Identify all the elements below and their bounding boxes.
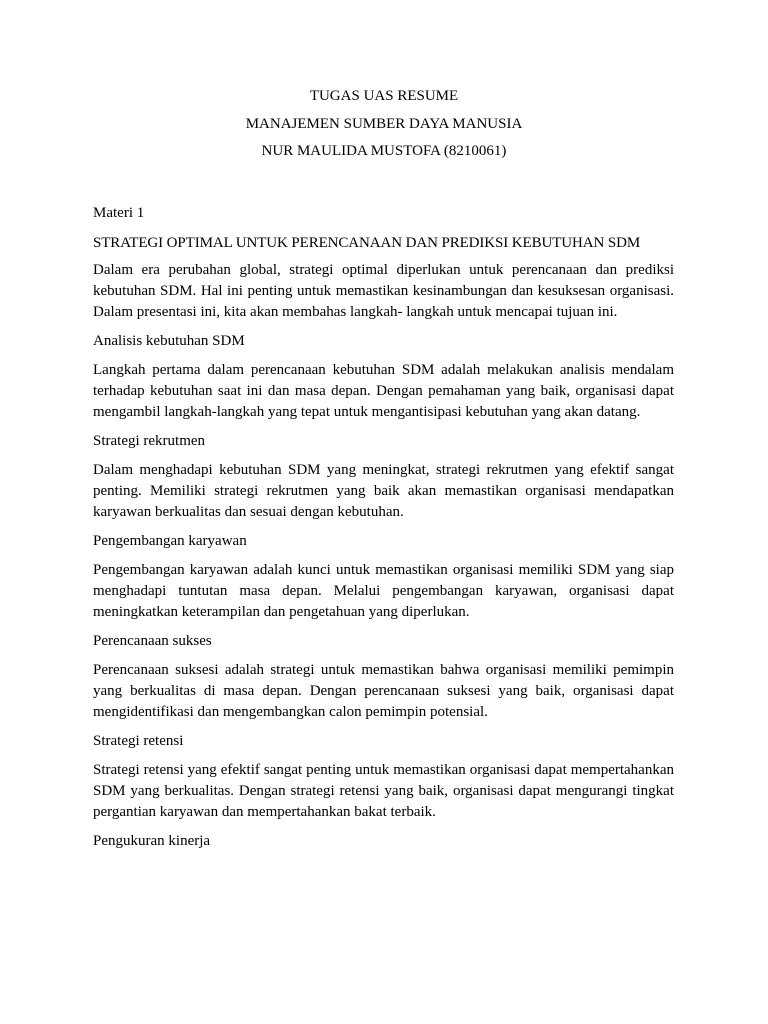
header-author: NUR MAULIDA MUSTOFA (8210061) [261, 143, 507, 159]
section-heading: Pengukuran kinerja [93, 833, 211, 849]
document-header [0, 86, 768, 169]
section-paragraph: Langkah pertama dalam perencanaan kebutuhan SDM adalah melakukan analisis mendalam terhadap kebutuhan saat ini dan masa depan. Dengan pemahaman yang baik, organisasi dapat mengambil langkah-langkah yang tepat untuk mengantisipasi kebutuhan yang akan datang. [93, 362, 674, 420]
section-heading: Analisis kebutuhan SDM [93, 333, 245, 349]
section-paragraph: Pengembangan karyawan adalah kunci untuk memastikan organisasi memiliki SDM yang siap menghadapi tuntutan masa depan. Melalui pengembangan karyawan, organisasi dapat meningkatkan keterampilan dan pengetahuan yang diperlukan. [93, 562, 674, 620]
section-heading: Perencanaan sukses [93, 633, 212, 649]
header-course: MANAJEMEN SUMBER DAYA MANUSIA [245, 115, 523, 132]
section-paragraph: Strategi retensi yang efektif sangat penting untuk memastikan organisasi dapat mempertahankan SDM yang berkualitas. Dengan strategi retensi yang baik, organisasi dapat mengurangi tingkat pergantian karyawan dan mempertahankan bakat terbaik. [93, 762, 674, 820]
section-paragraph: Dalam menghadapi kebutuhan SDM yang meningkat, strategi rekrutmen yang efektif sangat penting. Memiliki strategi rekrutmen yang baik akan memastikan organisasi mendapatkan karyawan berkualitas dan sesuai dengan kebutuhan. [93, 462, 674, 520]
section-heading: Pengembangan karyawan [93, 533, 247, 549]
section-heading: Strategi retensi [93, 733, 184, 749]
section-paragraph: Perencanaan suksesi adalah strategi untuk memastikan bahwa organisasi memiliki pemimpin yang berkualitas di masa depan. Dengan perencanaan suksesi yang baik, organisasi dapat mengidentifikasi dan mengembangkan calon pemimpin potensial. [93, 662, 674, 720]
section-heading: Strategi rekrutmen [93, 433, 206, 449]
topic-title: STRATEGI OPTIMAL UNTUK PERENCANAAN DAN PREDIKSI KEBUTUHAN SDM [93, 235, 641, 251]
document-body [93, 203, 674, 860]
materi-label: Materi 1 [93, 205, 145, 221]
header-title: TUGAS UAS RESUME [309, 88, 459, 104]
intro-paragraph: Dalam era perubahan global, strategi optimal diperlukan untuk perencanaan dan prediksi kebutuhan SDM. Hal ini penting untuk memastikan kesinambungan dan kesuksesan organisasi. Dalam presentasi ini, kita akan membahas langkah- langkah untuk mencapai tujuan ini. [93, 262, 674, 320]
